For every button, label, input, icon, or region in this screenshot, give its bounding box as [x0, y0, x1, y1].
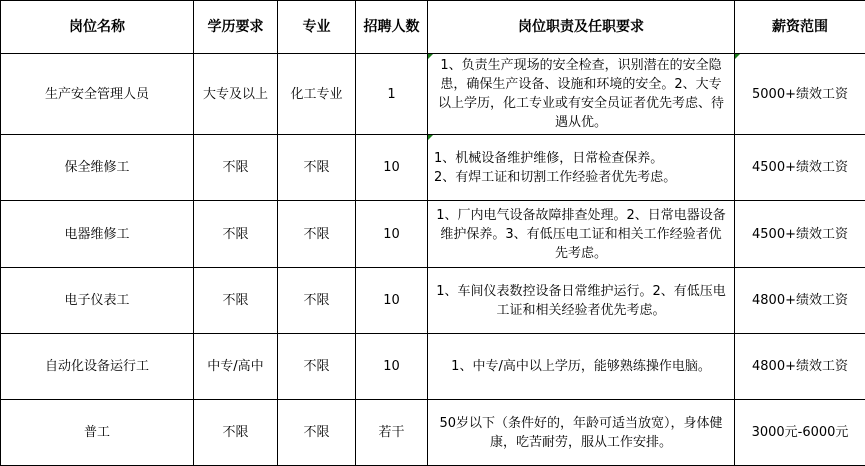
cell-marker: [735, 54, 740, 59]
cell-major: 不限: [278, 400, 356, 466]
cell-title: 普工: [1, 400, 194, 466]
header-salary: 薪资范围: [735, 1, 865, 54]
cell-count: 10: [356, 135, 428, 201]
cell-duties: 1、车间仪表数控设备日常维护运行。2、有低压电工证和相关经验者优先考虑。: [428, 268, 735, 334]
salary-text: 5000+绩效工资: [752, 86, 848, 102]
cell-salary: 3000元-6000元: [735, 400, 865, 466]
cell-salary: 4800+绩效工资: [735, 334, 865, 400]
table-row: [1, 135, 865, 201]
cell-salary: 4500+绩效工资: [735, 135, 865, 201]
cell-education: 不限: [194, 268, 278, 334]
cell-duties: [428, 135, 735, 201]
cell-count: 10: [356, 201, 428, 268]
cell-major: 不限: [278, 201, 356, 268]
table-row: [1, 268, 865, 334]
cell-salary: 4500+绩效工资: [735, 201, 865, 268]
cell-duties: 1、厂内电气设备故障排查处理。2、日常电器设备维护保养。3、有低压电工证和相关工作经验者优先考虑。: [428, 201, 735, 268]
header-count: 招聘人数: [356, 1, 428, 54]
header-major: 专业: [278, 1, 356, 54]
cell-education: 中专/高中: [194, 334, 278, 400]
duties-text: 1、负责生产现场的安全检查，识别潜在的安全隐患，确保生产设备、设施和环境的安全。2、大专以上学历，化工专业或有安全员证者优先考虑、待遇从优。: [437, 58, 724, 130]
cell-salary: [735, 54, 865, 135]
cell-title: 电子仪表工: [1, 268, 194, 334]
cell-duties: 1、中专/高中以上学历，能够熟练操作电脑。: [428, 334, 735, 400]
cell-count: 10: [356, 334, 428, 400]
cell-duties: [428, 54, 735, 135]
cell-title: 生产安全管理人员: [1, 54, 194, 135]
cell-major: 不限: [278, 135, 356, 201]
cell-duties: 50岁以下（条件好的，年龄可适当放宽），身体健康，吃苦耐劳，服从工作安排。: [428, 400, 735, 466]
table-row: [1, 201, 865, 268]
cell-major: 不限: [278, 334, 356, 400]
cell-marker: [428, 135, 433, 140]
header-title: 岗位名称: [1, 1, 194, 54]
cell-education: 大专及以上: [194, 54, 278, 135]
cell-major: 不限: [278, 268, 356, 334]
cell-count: 1: [356, 54, 428, 135]
header-education: 学历要求: [194, 1, 278, 54]
cell-education: 不限: [194, 201, 278, 268]
table-row: [1, 400, 865, 466]
cell-count: 10: [356, 268, 428, 334]
header-row: [1, 1, 865, 54]
table-row: [1, 54, 865, 135]
cell-education: 不限: [194, 135, 278, 201]
table-row: [1, 334, 865, 400]
cell-title: 电器维修工: [1, 201, 194, 268]
cell-education: 不限: [194, 400, 278, 466]
cell-title: 保全维修工: [1, 135, 194, 201]
cell-count: 若干: [356, 400, 428, 466]
duties-text: 1、机械设备维护维修，日常检查保养。 2、有焊工证和切割工作经验者优先考虑。: [434, 150, 677, 185]
header-duties: 岗位职责及任职要求: [428, 1, 735, 54]
cell-title: 自动化设备运行工: [1, 334, 194, 400]
cell-salary: 4800+绩效工资: [735, 268, 865, 334]
cell-major: 化工专业: [278, 54, 356, 135]
cell-marker: [428, 54, 433, 59]
